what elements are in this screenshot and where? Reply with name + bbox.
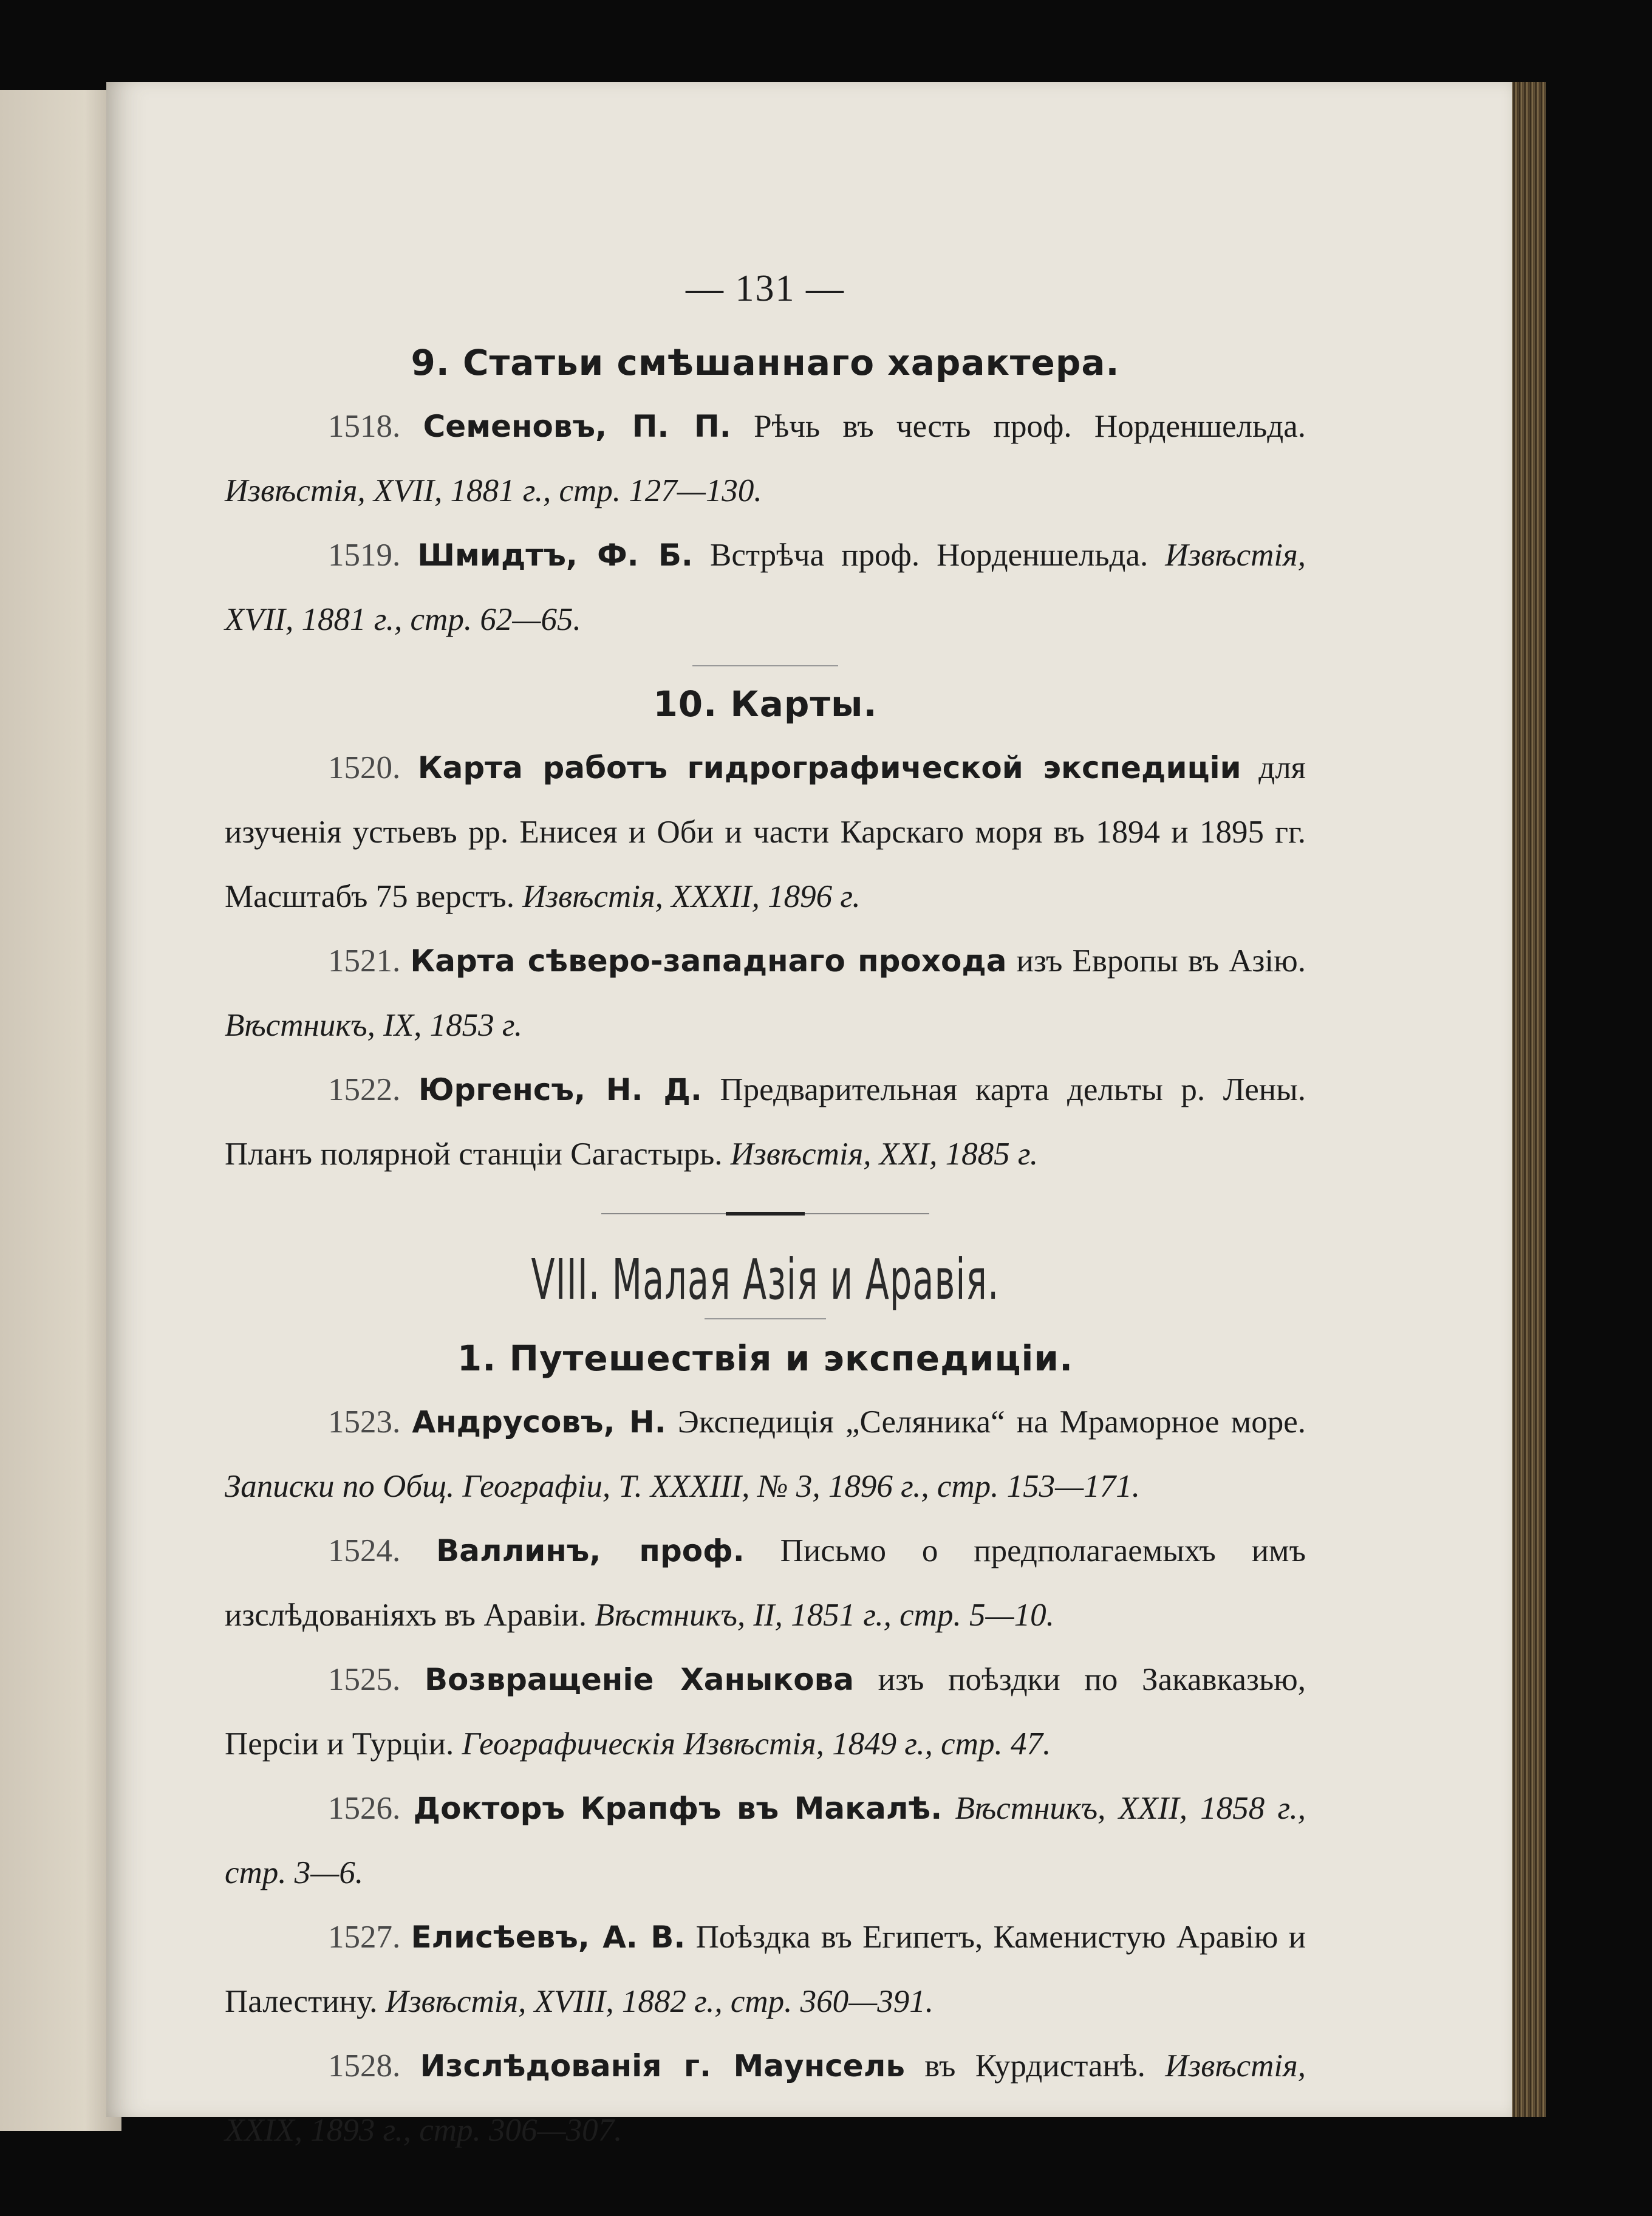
entry-text: Экспедиція „Селяника“ на Мраморное море. bbox=[666, 1404, 1306, 1440]
divider bbox=[692, 665, 838, 666]
entry-1525 bbox=[225, 1647, 1306, 1776]
section-10-heading: 10. Карты. bbox=[653, 683, 878, 725]
entry-source: Извѣстія, XVII, 1881 г., стр. 127—130. bbox=[225, 473, 762, 508]
entry-source: Географическія Извѣстія, 1849 г., стр. 47. bbox=[462, 1726, 1051, 1762]
entry-author: Андрусовъ, Н. bbox=[412, 1404, 666, 1440]
entry-1520 bbox=[225, 736, 1306, 929]
page-number: — 131 — bbox=[686, 268, 845, 309]
entry-source: Вѣстникъ, IX, 1853 г. bbox=[225, 1008, 523, 1043]
left-page-edge bbox=[0, 90, 121, 2131]
entry-1522 bbox=[225, 1058, 1306, 1186]
chapter-divider bbox=[225, 1205, 1306, 1223]
entry-source: Записки по Общ. Географіи, Т. XXXIII, № 3, 1896 г., стр. 153—171. bbox=[225, 1469, 1141, 1504]
entry-number: 1520. bbox=[328, 750, 401, 785]
entry-1526 bbox=[225, 1776, 1306, 1905]
section-1-heading: 1. Путешествія и экспедиціи. bbox=[457, 1338, 1074, 1379]
entry-number: 1525. bbox=[328, 1662, 401, 1697]
entry-number: 1524. bbox=[328, 1533, 401, 1568]
entry-text: Письмо о предполагаемыхъ имъ изслѣдованіяхъ въ Аравіи. bbox=[225, 1533, 1306, 1633]
entry-1519 bbox=[225, 523, 1306, 652]
page-stack-edge bbox=[1512, 82, 1546, 2117]
entry-author: Возвращеніе Ханыкова bbox=[424, 1662, 854, 1697]
chapter-heading: VIII. Малая Азія и Аравія. bbox=[531, 1247, 1000, 1312]
entry-number: 1523. bbox=[328, 1404, 401, 1440]
entry-1528 bbox=[225, 2034, 1306, 2163]
entry-author: Валлинъ, проф. bbox=[436, 1533, 745, 1568]
page-content bbox=[225, 267, 1306, 2163]
entry-1523 bbox=[225, 1390, 1306, 1519]
entry-1521 bbox=[225, 929, 1306, 1058]
entry-author: Изслѣдованія г. Маунсель bbox=[420, 2048, 905, 2084]
entry-source: Вѣстникъ, II, 1851 г., стр. 5—10. bbox=[595, 1598, 1054, 1633]
entry-text: изъ Европы въ Азію. bbox=[1006, 943, 1306, 979]
entry-text: Встрѣча проф. Норденшельда. bbox=[692, 538, 1166, 573]
entry-source: Извѣстія, XXI, 1885 г. bbox=[730, 1137, 1039, 1172]
entry-text: для изученія устьевъ рр. Енисея и Оби и части Карскаго моря въ 1894 и 1895 гг. Масштабъ 75 верстъ. bbox=[225, 750, 1306, 914]
entry-number: 1521. bbox=[328, 943, 401, 979]
divider-thick-line bbox=[726, 1212, 805, 1216]
entry-number: 1528. bbox=[328, 2048, 401, 2084]
entry-text: изъ поѣздки по Закавказью, Персіи и Турціи. bbox=[225, 1662, 1306, 1762]
section-9-heading: 9. Статьи смѣшаннаго характера. bbox=[411, 342, 1120, 383]
entry-author: Юргенсъ, Н. Д. bbox=[418, 1072, 702, 1107]
entry-author: Шмидтъ, Ф. Б. bbox=[417, 538, 693, 573]
entry-author: Карта работъ гидрографической экспедиціи bbox=[417, 750, 1241, 785]
entry-1518 bbox=[225, 394, 1306, 523]
entry-source: Извѣстія, XVII, 1881 г., стр. 62—65. bbox=[225, 538, 1306, 637]
divider bbox=[705, 1318, 826, 1319]
entry-text: Поѣздка въ Египетъ, Каменистую Аравію и Палестину. bbox=[225, 1920, 1306, 2019]
entry-source: Извѣстія, XXIX, 1893 г., стр. 306—307. bbox=[225, 2048, 1306, 2148]
entry-1527 bbox=[225, 1905, 1306, 2034]
entry-1524 bbox=[225, 1519, 1306, 1647]
entry-author: Докторъ Крапфъ въ Макалѣ. bbox=[413, 1791, 943, 1826]
entry-text bbox=[942, 1791, 955, 1826]
entry-author: Карта сѣверо-западнаго прохода bbox=[410, 943, 1007, 979]
entry-number: 1522. bbox=[328, 1072, 401, 1107]
entry-source: Вѣстникъ, XXII, 1858 г., стр. 3—6. bbox=[225, 1791, 1306, 1890]
entry-source: Извѣстія, XXXII, 1896 г. bbox=[522, 879, 861, 914]
entry-source: Извѣстія, XVIII, 1882 г., стр. 360—391. bbox=[385, 1984, 934, 2019]
entry-number: 1526. bbox=[328, 1791, 401, 1826]
entry-author: Елисѣевъ, А. В. bbox=[411, 1920, 686, 1955]
entry-number: 1527. bbox=[328, 1920, 401, 1955]
entry-text: въ Курдистанѣ. bbox=[904, 2048, 1166, 2084]
entry-number: 1519. bbox=[328, 538, 401, 573]
entry-author: Семеновъ, П. П. bbox=[423, 409, 731, 444]
entry-text: Рѣчь въ честь проф. Норденшельда. bbox=[731, 409, 1306, 444]
entry-text: Предварительная карта дельты р. Лены. Планъ полярной станціи Сагастырь. bbox=[225, 1072, 1306, 1172]
entry-number: 1518. bbox=[328, 409, 401, 444]
